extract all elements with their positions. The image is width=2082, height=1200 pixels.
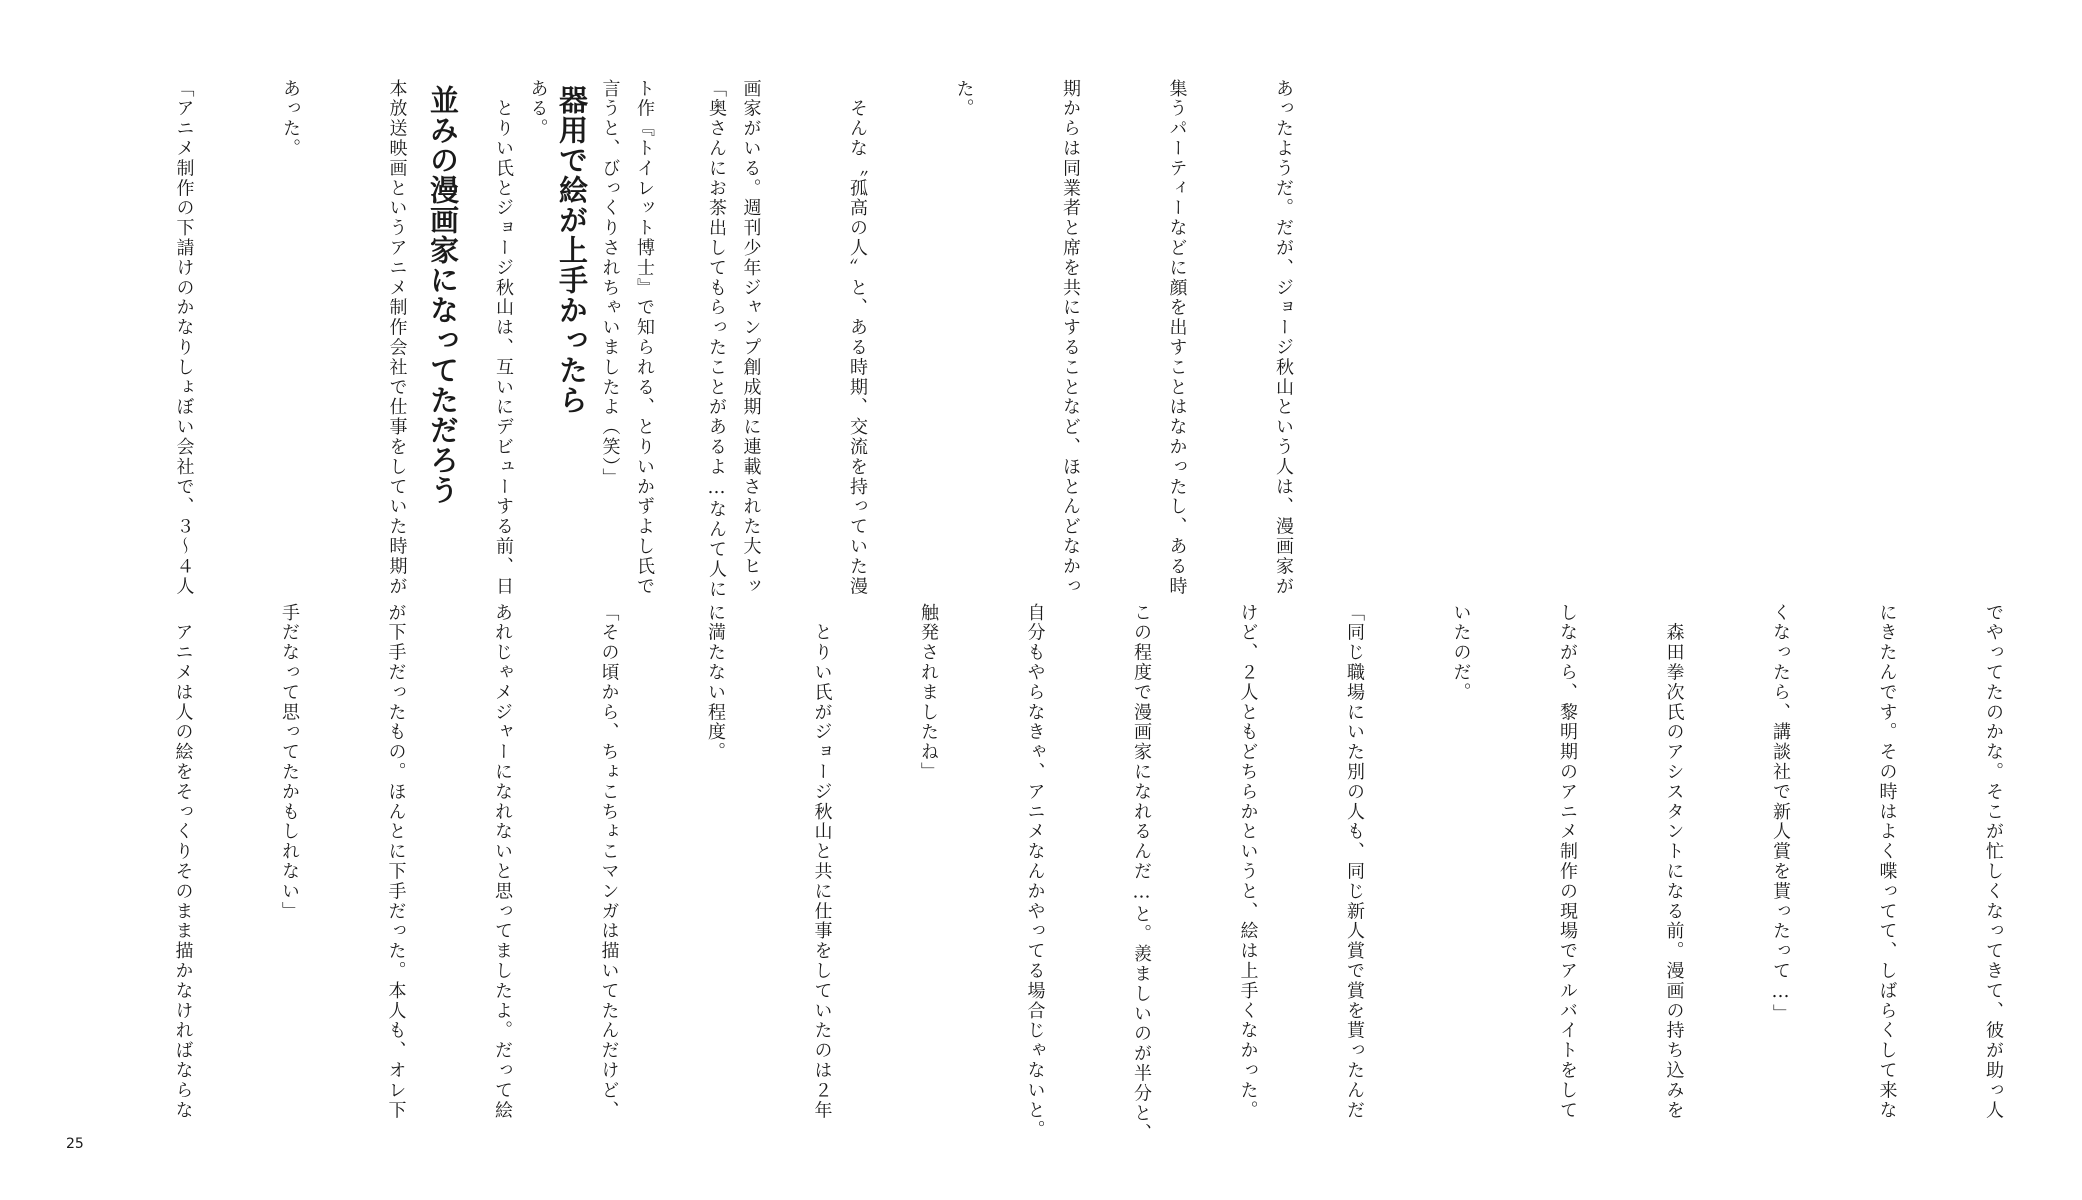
text-line: ト作『トイレット博士』で知られる、とりいかずよし氏で <box>634 79 655 597</box>
text-line: アニメは人の絵をそっくりそのまま描かなければならな <box>172 603 194 1121</box>
text-line: とりい氏がジョージ秋山と共に仕事をしていたのは２年 <box>811 603 833 1121</box>
text-line: 集うパーティーなどに顔を出すことはなかったし、ある時 <box>1166 79 1188 597</box>
text-line: 手だなって思ってたかもしれない」 <box>279 603 300 922</box>
text-line: くなったら、講談社で新人賞を貰ったって…」 <box>1770 603 1791 1024</box>
text-line: けど、２人ともどちらかというと、絵は上手くなかった。 <box>1237 603 1259 1121</box>
text-line: 言うと、びっくりされちゃいましたよ（笑）」 <box>599 79 621 488</box>
text-line: 期からは同業者と席を共にすることなど、ほとんどなかっ <box>1060 79 1081 597</box>
text-block-top-left <box>95 79 805 599</box>
text-line: 触発されましたね」 <box>918 603 939 783</box>
text-line: 自分もやらなきゃ、アニメなんかやってる場合じゃないと。 <box>1024 603 1046 1141</box>
text-line: 「アニメ制作の下請けのかなりしょぼい会社で、３〜４人 <box>173 79 195 597</box>
text-line: あった。 <box>280 79 301 159</box>
text-line: あったようだ。だが、ジョージ秋山という人は、漫画家が <box>1273 79 1294 597</box>
page-number: 25 <box>66 1136 84 1152</box>
text-line: にきたんです。その時はよく喋ってて、しばらくして来な <box>1876 603 1898 1121</box>
text-line: 画家がいる。週刊少年ジャンプ創成期に連載された大ヒッ <box>740 79 762 597</box>
text-line: そんな〝孤高の人〟と、ある時期、交流を持っていた漫 <box>847 79 868 597</box>
text-line: しながら、黎明期のアニメ制作の現場でアルバイトをして <box>1557 603 1578 1121</box>
text-line: この程度で漫画家になれるんだ…と。羨ましいのが半分と、 <box>1131 603 1152 1144</box>
text-line: 森田拳次氏のアシスタントになる前。漫画の持ち込みを <box>1663 603 1685 1121</box>
text-line: いたのだ。 <box>1450 603 1472 703</box>
heading-line: 並みの漫画家になってただろう <box>426 85 460 505</box>
text-line: た。 <box>953 79 975 119</box>
text-line: に満たない程度。 <box>705 603 726 763</box>
text-line: が下手だったもの。ほんとに下手だった。本人も、オレ下 <box>385 603 407 1121</box>
text-block-bottom <box>94 603 2082 1143</box>
text-line: 「同じ職場にいた別の人も、同じ新人賞で賞を貰ったんだ <box>1344 603 1365 1121</box>
text-line: とりい氏とジョージ秋山は、互いにデビューする前、日 <box>493 79 514 597</box>
text-line: 「その頃から、ちょこちょこマンガは描いてたんだけど、 <box>598 603 620 1121</box>
heading-line: 器用で絵が上手かったら <box>555 85 589 415</box>
text-line: ある。 <box>527 79 549 139</box>
text-line: 本放送映画というアニメ制作会社で仕事をしていた時期が <box>386 79 408 597</box>
text-line: 「奥さんにお茶出してもらったことがあるよ…なんて人に <box>706 79 727 600</box>
text-line: あれじゃメジャーになれないと思ってましたよ。だって絵 <box>492 603 513 1121</box>
text-line: でやってたのかな。そこが忙しくなってきて、彼が助っ人 <box>1983 603 2004 1121</box>
